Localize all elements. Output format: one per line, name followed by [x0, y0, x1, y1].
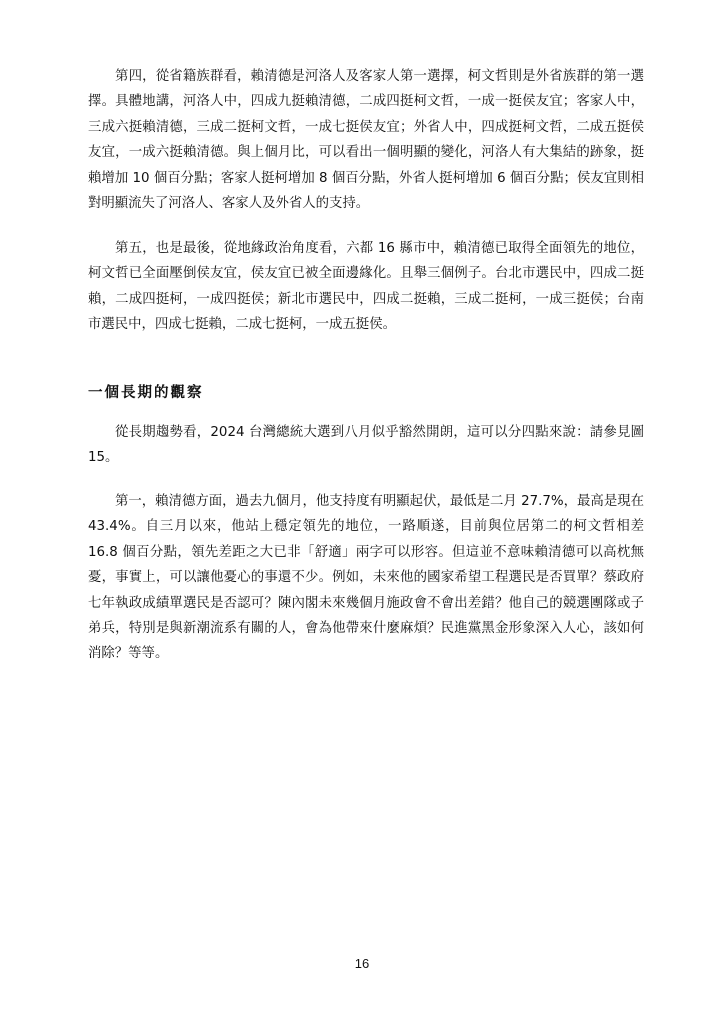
paragraph-fifth-point: 第五，也是最後，從地緣政治角度看，六都 16 縣市中，賴清德已取得全面領先的地位，柯文哲已全面壓倒侯友宜，侯友宜已被全面邊緣化。且舉三個例子。台北市選民中，四成二挺賴，二成四挺柯，一成四挺侯；新北市選民中，四成二挺賴，三成二挺柯，一成三挺侯；台南市選民中，四成七挺賴，二成七挺柯，一成五挺侯。: [88, 241, 644, 333]
paragraph-first-point: 第一，賴清德方面，過去九個月，他支持度有明顯起伏，最低是二月 27.7%，最高是現在 43.4%。自三月以來，他站上穩定領先的地位，一路順遂，目前與位居第二的柯文哲相差 16.8 個百分點，領先差距之大已非「舒適」兩字可以形容。但這並不意味賴清德可以高枕無憂，事實上，可以讓他憂心的事還不少。例如，未來他的國家希望工程選民是否買單？蔡政府七年執政成績單選民是否認可？陳內閣未來幾個月施政會不會出差錯？他自己的競選團隊或子弟兵，特別是與新潮流系有關的人，會為他帶來什麼麻煩？民進黨黑金形象深入人心，該如何消除？等等。: [88, 494, 644, 662]
paragraph-intro: 從長期趨勢看，2024 台灣總統大選到八月似乎豁然開朗，這可以分四點來說：請參見圖 15。: [88, 425, 644, 466]
paragraph-fourth-point: 第四，從省籍族群看，賴清德是河洛人及客家人第一選擇，柯文哲則是外省族群的第一選擇。具體地講，河洛人中，四成九挺賴清德，二成四挺柯文哲，一成一挺侯友宜；客家人中，三成六挺賴清德，三成二挺柯文哲，一成七挺侯友宜；外省人中，四成挺柯文哲，二成五挺侯友宜，一成六挺賴清德。與上個月比，可以看出一個明顯的變化，河洛人有大集結的跡象，挺賴增加 10 個百分點；客家人挺柯增加 8 個百分點，外省人挺柯增加 6 個百分點；侯友宜則相對明顯流失了河洛人、客家人及外省人的支持。: [88, 69, 644, 212]
page-number: 16: [354, 956, 370, 971]
section-heading: 一個長期的觀察: [88, 385, 204, 401]
